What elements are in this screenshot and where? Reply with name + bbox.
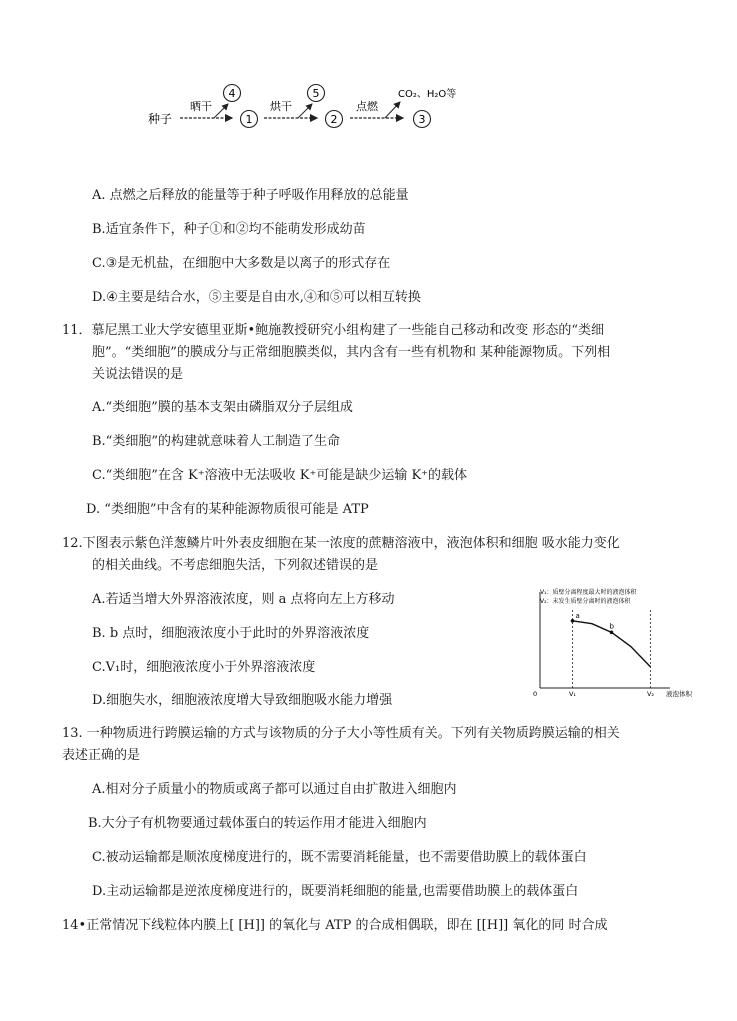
q13-option-d: D.主动运输都是逆浓度梯度进行的，既要消耗细胞的能量,也需要借助膜上的载体蛋白 [92,884,579,899]
q13-stem-line2: 表述正确的是 [62,748,141,763]
q11-stem-line1: 11．慕尼黑工业大学安德里亚斯•鲍施教授研究小组构建了一些能自己移动和改变 形态的“类细 [62,323,604,338]
seed-label: 种子 [148,112,173,126]
point-a-label: a [575,611,580,620]
q10-option-a: A. 点燃之后释放的能量等于种子呼吸作用释放的总能量 [92,188,409,203]
branch-arrow-products [385,102,400,118]
num-4: 4 [228,87,236,100]
q10-option-c: C.③是无机盐，在细胞中大多数是以离子的形式存在 [92,256,391,271]
q11-option-a: A.“类细胞”膜的基本支架由磷脂双分子层组成 [92,400,353,415]
dry-bake-label: 烘干 [270,100,292,113]
q13-option-c: C.被动运输都是顺浓度梯度进行的，既不需要消耗能量，也不需要借助膜上的载体蛋白 [92,850,587,865]
q12-stem-line2: 的相关曲线。不考虑细胞失活，下列叙述错误的是 [92,558,379,573]
point-a [571,619,575,623]
q13-option-a: A.相对分子质量小的物质或离子都可以通过自由扩散进入细胞内 [92,782,457,797]
q12-option-d: D.细胞失水，细胞液浓度增大导致细胞吸水能力增强 [92,693,393,708]
chart-legend-v2: V₂：未发生质壁分离时的液泡体积 [540,598,631,605]
q10-option-d: D.④主要是结合水，⑤主要是自由水,④和⑤可以相互转换 [92,290,421,305]
x-axis-label: 液泡体积 [666,690,692,698]
q11-stem-line3: 关说法错误的是 [92,367,184,382]
vacuole-volume-chart [530,586,695,701]
q10-option-b: B.适宜条件下，种子①和②均不能萌发形成幼苗 [92,222,366,237]
tick-v1: V₁ [568,690,577,698]
q13-stem-line1: 13. 一种物质进行跨膜运输的方式与该物质的分子大小等性质有关。下列有关物质跨膜运输的相关 [62,726,620,741]
branch-arrow-4 [214,104,228,118]
tick-v2: V₂ [646,690,655,698]
num-5: 5 [312,87,320,100]
burn-label: 点燃 [356,100,378,113]
dry-sun-label: 晒干 [190,100,212,113]
q11-option-d: D. “类细胞”中含有的某种能源物质很可能是 ATP [86,502,369,517]
num-3: 3 [418,113,426,126]
num-2: 2 [330,113,338,126]
point-b-label: b [609,622,614,631]
q11-stem-line2: 胞”。“类细胞”的膜成分与正常细胞膜类似，其内含有一些有机物和 某种能源物质。下列相 [92,345,611,360]
products-label: CO₂、H₂O等 [398,89,457,100]
q12-option-a: A.若适当增大外界溶液浓度，则 a 点将向左上方移动 [92,592,395,607]
tick-origin: 0 [533,690,538,698]
seed-treatment-diagram [140,80,470,150]
q14-stem: 14•正常情况下线粒体内膜上[ [H]] 的氧化与 ATP 的合成相偶联，即在 [[H]] 氧化的同 时合成 [62,918,608,933]
chart-legend-v1: V₁：质壁分离程度最大时的液泡体积 [540,589,637,596]
branch-arrow-5 [298,104,312,118]
q12-stem-line1: 12.下图表示紫色洋葱鳞片叶外表皮细胞在某一浓度的蔗糖溶液中，液泡体积和细胞 吸水能力变化 [62,536,620,551]
q12-option-c: C.V₁时，细胞液浓度小于外界溶液浓度 [92,660,316,675]
q13-option-b: B.大分子有机物要通过载体蛋白的转运作用才能进入细胞内 [88,816,427,831]
point-b [610,631,614,635]
num-1: 1 [245,113,253,126]
q11-option-c: C.“类细胞”在含 K⁺溶液中无法吸收 K⁺可能是缺少运输 K⁺的载体 [92,468,468,483]
q12-option-b: B. b 点时，细胞液浓度小于此时的外界溶液浓度 [92,626,370,641]
q11-option-b: B.“类细胞”的构建就意味着人工制造了生命 [92,434,340,449]
